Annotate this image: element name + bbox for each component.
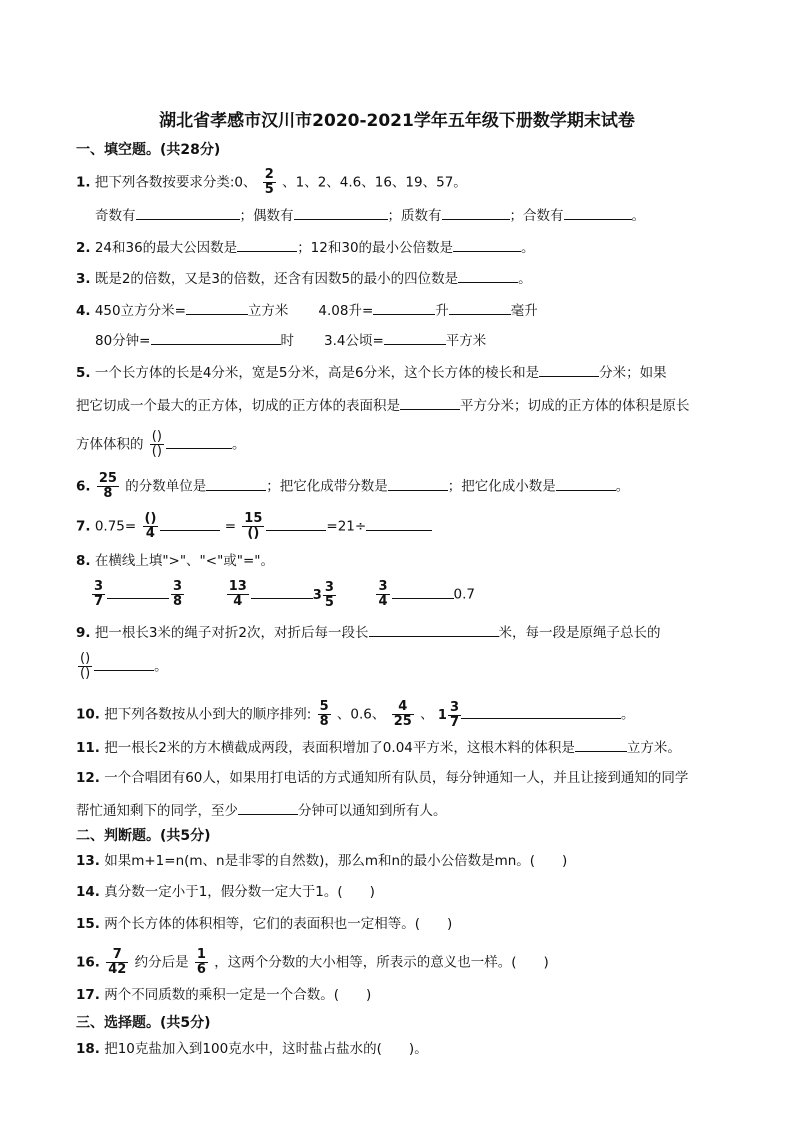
question-text: 真分数一定小于1，假分数一定大于1。( ) xyxy=(104,884,375,900)
question-14 xyxy=(76,882,375,902)
question-text: 把下列各数按要求分类:0、 xyxy=(94,174,257,191)
punctuation: 。 xyxy=(620,706,635,723)
answer-blank[interactable] xyxy=(453,237,521,252)
question-text: 3.4公顷= xyxy=(324,333,384,349)
question-text: 、1、2、4.6、16、19、57。 xyxy=(282,174,467,191)
question-text: 方体体积的 xyxy=(76,436,144,453)
question-number: 11. xyxy=(76,740,100,756)
question-12-line2 xyxy=(76,800,447,821)
answer-blank[interactable] xyxy=(94,656,154,671)
answer-blank[interactable] xyxy=(461,704,621,719)
equals-sign: = xyxy=(224,518,236,535)
answer-blank[interactable] xyxy=(388,476,448,491)
question-text: 帮忙通知剩下的同学，至少 xyxy=(76,803,238,819)
answer-blank[interactable] xyxy=(564,205,632,220)
label-even: ；偶数有 xyxy=(239,208,294,224)
answer-blank[interactable] xyxy=(136,205,240,220)
question-text: 分钟可以通知到所有人。 xyxy=(298,803,447,819)
question-15 xyxy=(76,914,452,934)
question-number: 10. xyxy=(76,706,100,723)
mixed-number: 1 3 7 xyxy=(437,700,459,730)
question-5-line3 xyxy=(76,430,245,459)
fraction-blank[interactable]: () () xyxy=(151,429,162,459)
fraction: $\frac{1}{6}$ xyxy=(196,947,206,977)
answer-blank[interactable] xyxy=(266,516,326,531)
punctuation: 。 xyxy=(521,240,535,256)
decimal-value: 0.7 xyxy=(453,586,475,603)
question-text: ，这两个分数的大小相等，所表示的意义也一样。( ) xyxy=(214,954,549,971)
fraction: $\frac{3}{8}$ xyxy=(173,579,183,609)
question-number: 13. xyxy=(76,853,100,869)
question-number: 3. xyxy=(76,271,91,287)
fraction-blank[interactable]: () () xyxy=(80,651,91,681)
question-number: 12. xyxy=(76,770,100,786)
answer-blank[interactable] xyxy=(575,737,627,752)
question-number: 1. xyxy=(76,174,91,191)
question-6 xyxy=(76,472,629,501)
unit: 升 xyxy=(435,303,449,319)
page-title: 湖北省孝感市汉川市2020-2021学年五年级下册数学期末试卷 xyxy=(159,111,635,131)
question-11 xyxy=(76,737,681,758)
question-number: 4. xyxy=(76,303,91,319)
question-8 xyxy=(76,551,274,571)
question-17 xyxy=(76,985,371,1005)
question-7 xyxy=(76,512,432,541)
punctuation: 。 xyxy=(154,658,168,675)
question-2 xyxy=(76,237,535,258)
answer-blank[interactable] xyxy=(166,434,232,449)
question-number: 9. xyxy=(76,625,91,641)
question-number: 8. xyxy=(76,553,91,569)
question-text: 既是2的倍数，又是3的倍数，还含有因数5的最小的四位数是 xyxy=(94,271,459,287)
answer-blank[interactable] xyxy=(206,476,266,491)
question-number: 17. xyxy=(76,987,100,1003)
answer-blank[interactable] xyxy=(442,205,510,220)
question-text: 把一根长2米的方木横截成两段，表面积增加了0.04平方米，这根木料的体积是 xyxy=(104,740,575,756)
question-text: 立方米。 xyxy=(626,740,681,756)
question-text: 把下列各数按从小到大的顺序排列: xyxy=(104,706,312,723)
question-text: 米，每一段是原绳子总长的 xyxy=(498,625,661,641)
question-9-line2 xyxy=(76,652,168,681)
answer-blank[interactable] xyxy=(294,205,388,220)
question-text: 两个长方体的体积相等，它们的表面积也一定相等。( ) xyxy=(104,916,453,932)
fraction: $\frac{3}{7}$ xyxy=(94,579,104,609)
unit: 平方米 xyxy=(445,333,487,349)
question-number: 16. xyxy=(76,954,100,971)
answer-blank[interactable] xyxy=(373,300,435,315)
question-text: 一个合唱团有60人，如果用打电话的方式通知所有队员，每分钟通知一人，并且让接到通知的同学 xyxy=(104,770,689,786)
fraction: $\frac{13}{4}$ xyxy=(228,579,247,609)
question-number: 18. xyxy=(76,1041,100,1057)
question-text: 一个长方体的长是4分米，宽是5分米，高是6分米，这个长方体的棱长和是 xyxy=(94,365,540,381)
label-composite: ；合数有 xyxy=(509,208,564,224)
label-odd: 奇数有 xyxy=(95,208,136,224)
question-text: ；把它化成带分数是 xyxy=(266,478,388,495)
question-number: 5. xyxy=(76,365,91,381)
unit: 毫升 xyxy=(510,303,538,319)
unit: 时 xyxy=(280,333,294,349)
answer-blank[interactable] xyxy=(238,800,298,815)
answer-blank[interactable] xyxy=(366,516,432,531)
question-10 xyxy=(76,700,634,730)
answer-blank[interactable] xyxy=(539,362,599,377)
question-9 xyxy=(76,622,661,643)
question-text: 如果m+1=n(m、n是非零的自然数)，那么m和n的最小公倍数是mn。( ) xyxy=(104,853,568,869)
question-text: 把它切成一个最大的正方体，切成的正方体的表面积是 xyxy=(76,398,400,414)
fraction: () 4 xyxy=(144,511,157,541)
fraction: $\frac{5}{8}$ xyxy=(319,699,329,729)
question-text: 4.08升= xyxy=(318,303,374,319)
question-8-comparisons xyxy=(90,580,475,610)
question-text: 0.75= xyxy=(94,518,137,535)
question-text: 约分后是 xyxy=(134,954,189,971)
question-5-line2 xyxy=(76,395,690,416)
question-text: 的分数单位是 xyxy=(125,478,207,495)
question-18 xyxy=(76,1039,428,1059)
answer-blank[interactable] xyxy=(458,268,518,283)
question-text: 24和36的最大公因数是 xyxy=(94,240,238,256)
answer-blank[interactable] xyxy=(237,237,297,252)
question-text: 、0.6、 xyxy=(336,706,386,723)
answer-blank[interactable] xyxy=(369,622,499,637)
label-prime: ；质数有 xyxy=(387,208,442,224)
answer-blank[interactable] xyxy=(556,476,616,491)
mixed-number: 3 3 5 xyxy=(312,580,334,610)
question-number: 6. xyxy=(76,478,91,495)
question-text: 在横线上填">"、"<"或"="。 xyxy=(94,553,275,569)
fraction: $\frac{25}{8}$ xyxy=(98,471,117,501)
question-16 xyxy=(76,948,549,977)
question-text: 450立方分米= xyxy=(94,303,186,319)
question-number: 7. xyxy=(76,518,91,535)
punctuation: 。 xyxy=(631,208,645,224)
question-text: ；把它化成小数是 xyxy=(447,478,556,495)
question-1 xyxy=(76,168,467,197)
question-12 xyxy=(76,768,688,788)
question-text: 把一根长3米的绳子对折2次，对折后每一段长 xyxy=(94,625,369,641)
answer-blank[interactable] xyxy=(392,584,454,599)
fraction: 15 () xyxy=(244,511,263,541)
answer-blank[interactable] xyxy=(449,300,511,315)
answer-blank[interactable] xyxy=(186,300,248,315)
fraction: $\frac{3}{4}$ xyxy=(378,579,388,609)
question-number: 14. xyxy=(76,884,100,900)
question-4-line2 xyxy=(95,330,486,351)
question-4 xyxy=(76,300,538,321)
unit: 立方米 xyxy=(247,303,289,319)
section-heading-judge: 二、判断题。(共5分) xyxy=(76,828,211,844)
question-number: 15. xyxy=(76,916,100,932)
question-13 xyxy=(76,851,567,871)
question-number: 2. xyxy=(76,240,91,256)
question-text: 分米；如果 xyxy=(599,365,667,381)
fraction: $\frac{4}{25}$ xyxy=(393,699,412,729)
answer-blank[interactable] xyxy=(160,516,220,531)
punctuation: 。 xyxy=(518,271,532,287)
answer-blank[interactable] xyxy=(151,330,281,345)
punctuation: 。 xyxy=(615,478,630,495)
question-text: 80分钟= xyxy=(95,333,151,349)
section-heading-choice: 三、选择题。(共5分) xyxy=(76,1015,211,1031)
answer-blank[interactable] xyxy=(384,330,446,345)
punctuation: 。 xyxy=(231,436,246,453)
answer-blank[interactable] xyxy=(251,584,313,599)
question-text: 把10克盐加入到100克水中，这时盐占盐水的( )。 xyxy=(104,1041,428,1057)
fraction: $\frac{7}{42}$ xyxy=(108,947,127,977)
question-1-answers xyxy=(95,205,645,226)
question-text: 两个不同质数的乘积一定是一个合数。( ) xyxy=(104,987,372,1003)
question-3 xyxy=(76,268,532,289)
question-text: =21÷ xyxy=(326,518,367,535)
punctuation: 、 xyxy=(420,706,434,723)
answer-blank[interactable] xyxy=(107,584,169,599)
question-text: ；12和30的最小公倍数是 xyxy=(297,240,454,256)
fraction: $\frac{2}{5}$ xyxy=(264,167,274,197)
section-heading-fill: 一、填空题。(共28分) xyxy=(76,142,221,158)
answer-blank[interactable] xyxy=(400,395,460,410)
question-5 xyxy=(76,362,667,383)
question-text: 平方分米；切成的正方体的体积是原长 xyxy=(460,398,690,414)
